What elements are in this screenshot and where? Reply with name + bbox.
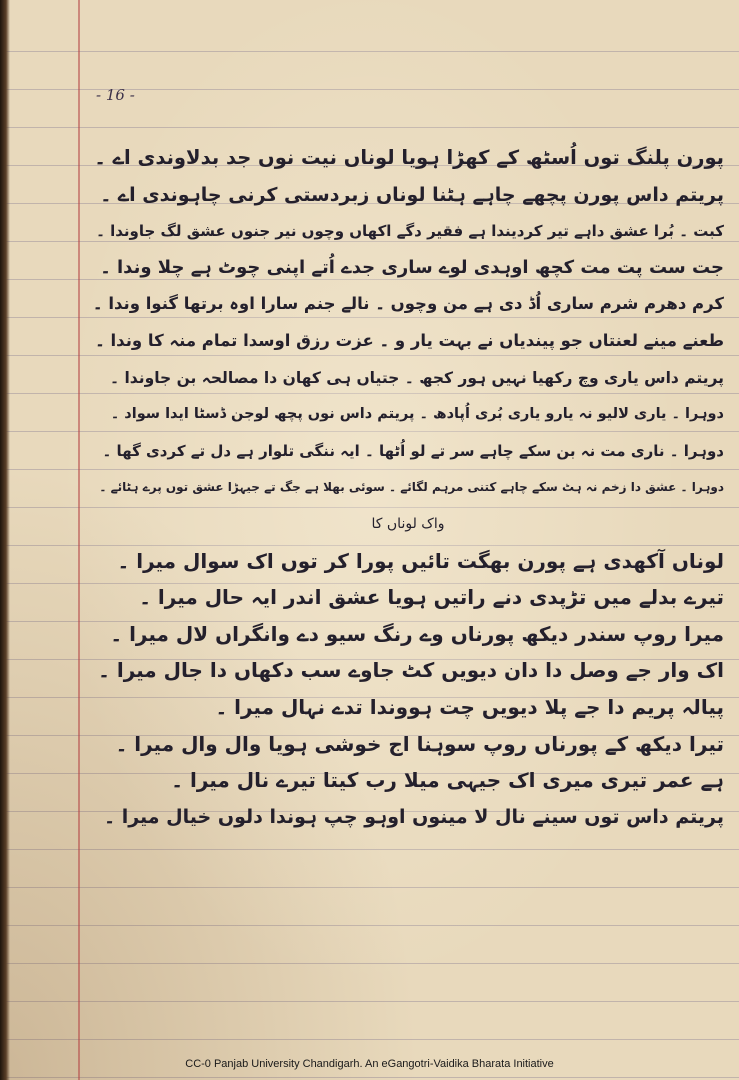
text-line: پریتم داس پورن پچھے چاہے ہٹنا لوناں زبردستی کرنی چاہوندی اے ۔ xyxy=(100,183,724,206)
text-line: تیرے بدلے میں تڑپدی دنے راتیں ہویا عشق اندر ایہ حال میرا ۔ xyxy=(139,585,724,610)
text-line: اک وار جے وصل دا دان دیویں کٹ جاوے سب دکھاں دا جال میرا ۔ xyxy=(98,658,724,683)
text-line: لوناں آکھدی ہے پورن بھگت تائیں پورا کر توں اک سوال میرا ۔ xyxy=(117,548,724,573)
text-line: میرا روپ سندر دیکھ پورناں وے رنگ سیو دے وانگراں لال میرا ۔ xyxy=(110,621,724,646)
text-line: دوہرا ۔ عشق دا زخم نہ ہٹ سکے چاہے کتنی مرہم لگائے ۔ سوئی بھلا ہے جگ تے جیہڑا عشق توں پرے ہٹائے ۔ xyxy=(99,480,724,495)
book-binding-edge xyxy=(0,0,10,1080)
text-line: ہے عمر تیری میری اک جیہی میلا رب کیتا تیرے نال میرا ۔ xyxy=(171,768,724,793)
text-line: پریتم داس توں سینے نال لا مینوں اوہو چپ ہوندا دلوں خیال میرا ۔ xyxy=(103,805,724,828)
text-line: پیالہ پریم دا جے پلا دیویں چت ہووندا تدے نہال میرا ۔ xyxy=(215,694,724,719)
page-number: - 16 - xyxy=(96,86,135,104)
section-heading: واک لوناں کا xyxy=(371,515,445,532)
text-line: تیرا دیکھ کے پورناں روپ سوہنا اج خوشی ہویا وال وال میرا ۔ xyxy=(115,731,724,756)
text-line: دوہرا ۔ یاری لالیو نہ یارو یاری بُری اُپادھ ۔ پریتم داس نوں پچھ لوجن ڈسٹا ایدا سواد ۔ xyxy=(110,406,724,423)
archive-credit: CC-0 Panjab University Chandigarh. An eGangotri-Vaidika Bharata Initiative xyxy=(185,1058,554,1070)
text-line: جت ست پت مت کچھ اوہدی لوے ساری جدے اُتے اپنی چوٹ ہے چلا وندا ۔ xyxy=(100,256,724,278)
text-line: کبت ۔ بُرا عشق داہے تیر کردیندا ہے فقیر دگے اکھاں وچوں نیر جنوں عشق لگ جاوندا ۔ xyxy=(96,222,724,241)
text-line: کرم دھرم شرم ساری اُڈ دی ہے من وچوں ۔ نالے جنم سارا اوہ برتھا گنوا وندا ۔ xyxy=(92,294,724,314)
text-line: پریتم داس یاری وچ رکھیا نہیں ہور کجھ ۔ جتیاں ہی کھان دا مصالحہ بن جاوندا ۔ xyxy=(110,368,724,387)
text-line: دوہرا ۔ ناری مت نہ بن سکے چاہے سر تے لو اُٹھا ۔ ایہ ننگی تلوار ہے دل تے کردی گھا ۔ xyxy=(102,441,724,460)
manuscript-text xyxy=(92,140,724,835)
text-line: پورن پلنگ توں اُسٹھ کے کھڑا ہویا لوناں نیت نوں جد بدلاوندی اے ۔ xyxy=(94,146,724,169)
text-line: طعنے مینے لعنتاں جو پیندیاں نے بہت یار و ۔ عزت رزق اوسدا تمام منہ کا وندا ۔ xyxy=(95,330,724,350)
margin-rule xyxy=(78,0,80,1080)
